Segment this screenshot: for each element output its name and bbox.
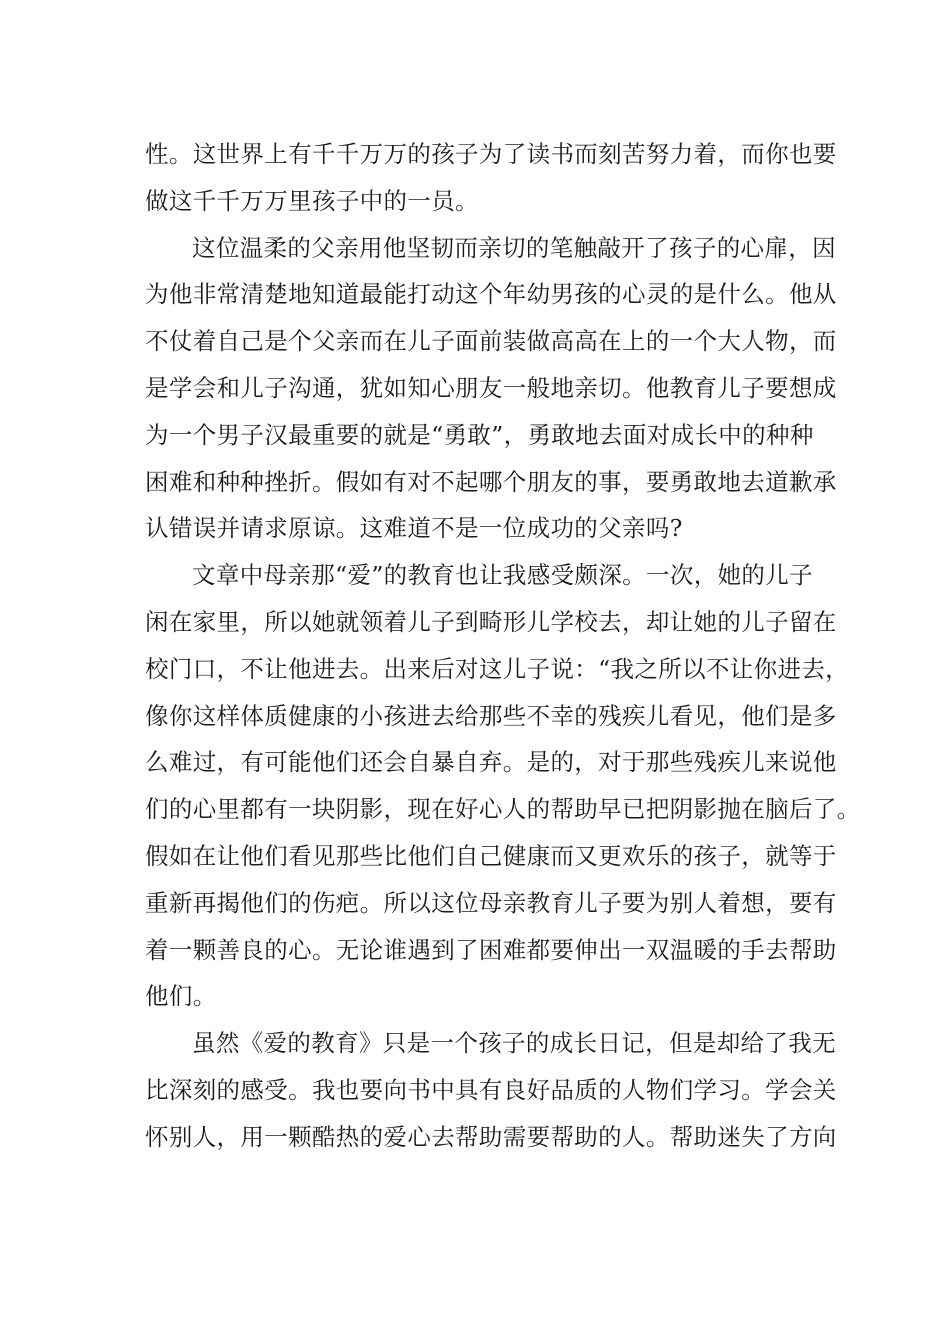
text-line: 重新再揭他们的伤疤。所以这位母亲教育儿子要为别人着想，要有: [145, 888, 837, 917]
text-line: 像你这样体质健康的小孩进去给那些不幸的残疾儿看见，他们是多: [145, 701, 837, 730]
paragraph-3: [145, 552, 861, 1020]
text-line: 困难和种种挫折。假如有对不起哪个朋友的事，要勇敢地去道歉承: [145, 467, 837, 496]
text-line: 是学会和儿子沟通，犹如知心朋友一般地亲切。他教育儿子要想成: [145, 373, 837, 402]
text-line: 为一个男子汉最重要的就是“勇敢”，勇敢地去面对成长中的种种: [145, 420, 814, 449]
text-line: 着一颗善良的心。无论谁遇到了困难都要伸出一双温暖的手去帮助: [145, 935, 837, 964]
text-line: 性。这世界上有千千万万的孩子为了读书而刻苦努力着，而你也要: [145, 140, 837, 168]
text-line: 么难过，有可能他们还会自暴自弃。是的，对于那些残疾儿来说他: [145, 748, 837, 777]
text-line: 文章中母亲那“爱”的教育也让我感受颇深。一次，她的儿子: [192, 561, 813, 590]
paragraph-4: [145, 1020, 837, 1160]
text-line: 们的心里都有一块阴影，现在好心人的帮助早已把阴影抛在脑后了。: [145, 795, 861, 824]
text-line: 为他非常清楚地知道最能打动这个年幼男孩的心灵的是什么。他从: [145, 280, 837, 309]
text-line: 他们。: [145, 982, 217, 1011]
paragraph-2: [145, 225, 837, 553]
text-line: 认错误并请求原谅。这难道不是一位成功的父亲吗?: [145, 514, 683, 543]
paragraph-1: [145, 131, 837, 225]
text-line: 虽然《爱的教育》只是一个孩子的成长日记，但是却给了我无: [192, 1029, 836, 1058]
text-line: 做这千千万万里孩子中的一员。: [145, 186, 479, 215]
text-line: 不仗着自己是个父亲而在儿子面前装做高高在上的一个大人物，而: [145, 327, 837, 356]
text-line: 校门口，不让他进去。出来后对这儿子说：“我之所以不让你进去，: [145, 654, 850, 683]
text-line: 这位温柔的父亲用他坚韧而亲切的笔触敲开了孩子的心扉，因: [192, 233, 836, 262]
text-line: 怀别人，用一颗酷热的爱心去帮助需要帮助的人。帮助迷失了方向: [145, 1122, 837, 1151]
document-body: [145, 131, 861, 1161]
text-line: 比深刻的感受。我也要向书中具有良好品质的人物们学习。学会关: [145, 1075, 837, 1104]
text-line: 闲在家里，所以她就领着儿子到畸形儿学校去，却让她的儿子留在: [145, 607, 837, 636]
text-line: 假如在让他们看见那些比他们自己健康而又更欢乐的孩子，就等于: [145, 841, 837, 870]
